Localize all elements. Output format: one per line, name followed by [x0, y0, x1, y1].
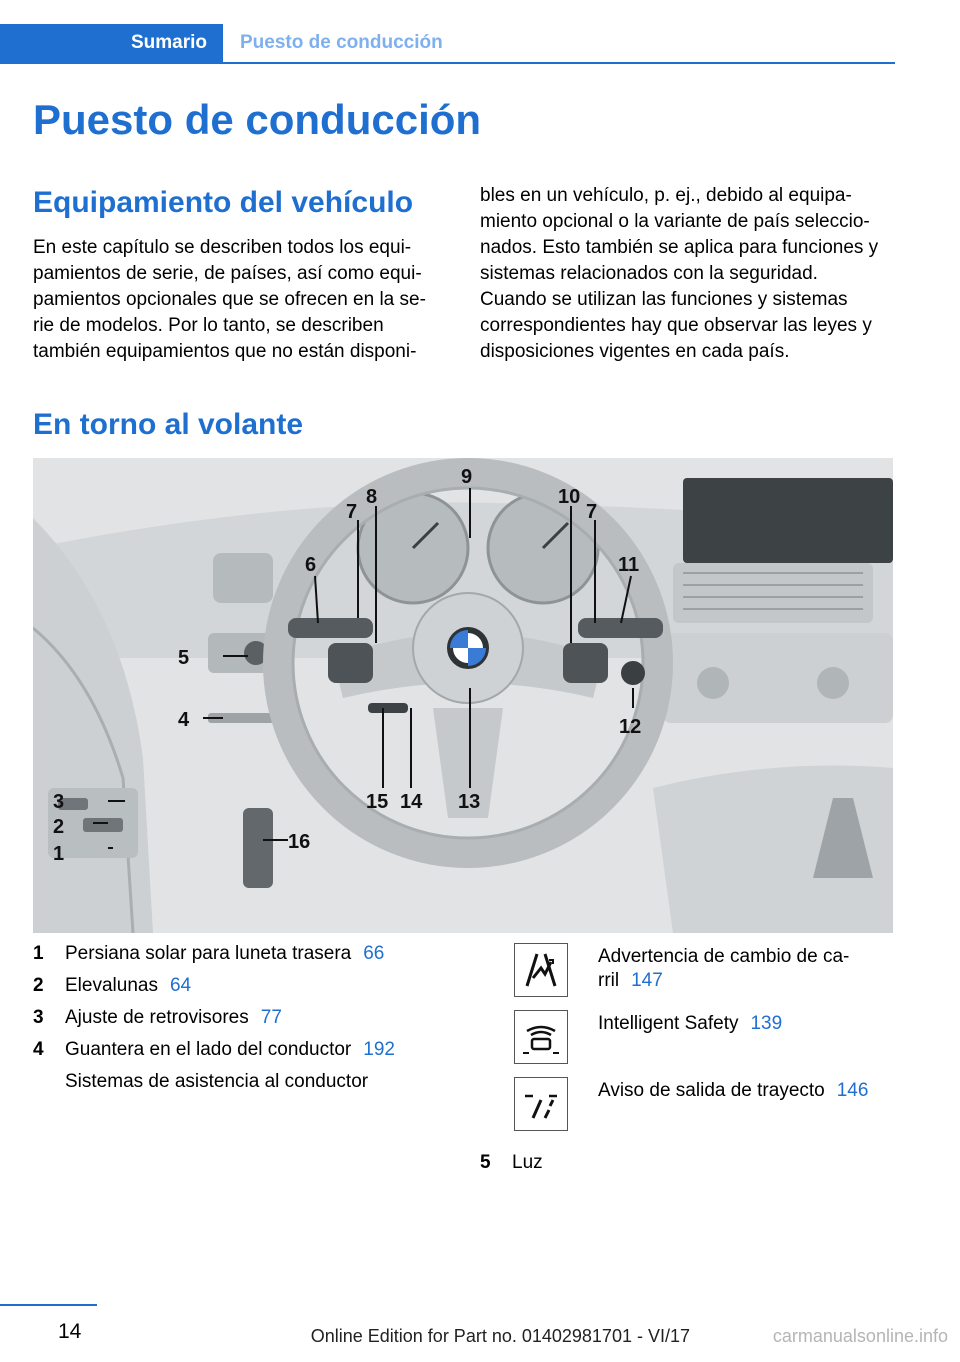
page-number: 14 [58, 1320, 82, 1343]
intelligent-safety-icon [514, 1010, 568, 1064]
item-number: 2 [33, 975, 44, 996]
item-label: Luz [512, 1152, 543, 1173]
callout-1: 1 [53, 843, 65, 865]
callout-2: 2 [53, 816, 65, 838]
item-text [598, 1010, 888, 1077]
list-item [33, 1039, 453, 1071]
item-number [33, 1071, 65, 1103]
page-reference[interactable]: 64 [169, 975, 192, 996]
lane-departure-warning-icon [514, 1077, 568, 1131]
text-line: bles en un vehículo, p. ej., debido al equipa‐ [480, 185, 852, 206]
section-heading-equipamiento: Equipamiento del vehículo [33, 186, 414, 219]
page-title: Puesto de conducción [33, 96, 482, 143]
callout-3: 3 [53, 791, 65, 813]
item-label: Persiana solar para luneta trasera [65, 943, 352, 964]
page-reference[interactable]: 139 [750, 1013, 783, 1034]
item-text [65, 975, 453, 1007]
callout-4: 4 [178, 709, 190, 731]
top-navigation-bar [0, 24, 895, 64]
text-line: sistemas relacionados con la seguridad. [480, 263, 818, 284]
item-label: Sistemas de asistencia al conductor [65, 1071, 369, 1092]
tab-sumario[interactable]: Sumario [0, 24, 223, 62]
callout-10: 10 [558, 486, 581, 508]
callout-15: 15 [366, 791, 389, 813]
watermark: carmanualsonline.info [772, 1326, 948, 1346]
page-reference[interactable]: 146 [836, 1080, 869, 1101]
callout-14: 14 [400, 791, 423, 813]
item-label: Intelligent Safety [598, 1013, 739, 1034]
intro-right-column [480, 183, 900, 365]
item-number: 5 [480, 1152, 491, 1173]
page-reference[interactable]: 66 [363, 943, 385, 964]
text-line: En este capítulo se describen todos los equi‐ [33, 237, 412, 258]
legend-left [33, 943, 453, 1103]
callout-16: 16 [288, 831, 311, 853]
lane-change-warning-icon [514, 943, 568, 997]
item-label: Elevalunas [65, 975, 158, 996]
item-label: Ajuste de retrovisores [65, 1007, 249, 1028]
callout-12: 12 [619, 716, 642, 738]
edition-note: Online Edition for Part no. 01402981701 - VI/17 [310, 1326, 690, 1346]
callout-7-left: 7 [346, 501, 358, 523]
page-reference[interactable]: 77 [260, 1007, 282, 1028]
text-line: rie de modelos. Por lo tanto, se describen [33, 315, 384, 336]
item-label: Aviso de salida de trayecto [598, 1080, 825, 1101]
text-line: disposiciones vigentes en cada país. [480, 341, 790, 362]
callout-5: 5 [178, 647, 190, 669]
list-item [480, 1152, 900, 1184]
callout-9: 9 [461, 466, 473, 488]
list-item [33, 975, 453, 1007]
footer-divider [0, 1304, 97, 1306]
text-line: Cuando se utilizan las funciones y sistemas [480, 289, 848, 310]
cockpit-illustration [33, 458, 893, 933]
item-number: 1 [33, 943, 44, 964]
item-label: Guantera en el lado del conductor [65, 1039, 352, 1060]
text-line: también equipamientos que no están disponi‐ [33, 341, 417, 362]
item-text [65, 943, 453, 975]
item-text [598, 1077, 888, 1144]
page-reference[interactable]: 192 [363, 1039, 395, 1060]
list-item [480, 1010, 900, 1077]
item-text [65, 1071, 453, 1103]
text-line: miento opcional o la variante de país seleccio‐ [480, 211, 870, 232]
list-item [33, 1071, 453, 1103]
text-line: correspondientes hay que observar las leyes y [480, 315, 872, 336]
callout-11: 11 [618, 554, 640, 576]
section-heading-volante: En torno al volante [33, 408, 304, 441]
callout-7-right: 7 [586, 501, 598, 523]
legend-right [480, 943, 900, 1184]
item-number: 3 [33, 1007, 44, 1028]
text-line: pamientos opcionales que se ofrecen en la se‐ [33, 289, 426, 310]
list-item [33, 1007, 453, 1039]
intro-left-column [33, 235, 453, 365]
page-reference[interactable]: 147 [631, 970, 663, 991]
item-text [598, 943, 888, 1010]
item-text [65, 1007, 453, 1039]
item-label: Advertencia de cambio de ca‐ rril [598, 946, 850, 991]
list-item [33, 943, 453, 975]
callout-8: 8 [366, 486, 378, 508]
list-item [480, 943, 900, 1010]
item-text [65, 1039, 453, 1071]
text-line: pamientos de serie, de países, así como equi‐ [33, 263, 422, 284]
list-item [480, 1077, 900, 1144]
text-line: nados. Esto también se aplica para funciones y [480, 237, 879, 258]
callout-13: 13 [458, 791, 481, 813]
item-number: 4 [33, 1039, 44, 1060]
callout-6: 6 [305, 554, 317, 576]
breadcrumb[interactable]: Puesto de conducción [240, 32, 443, 53]
